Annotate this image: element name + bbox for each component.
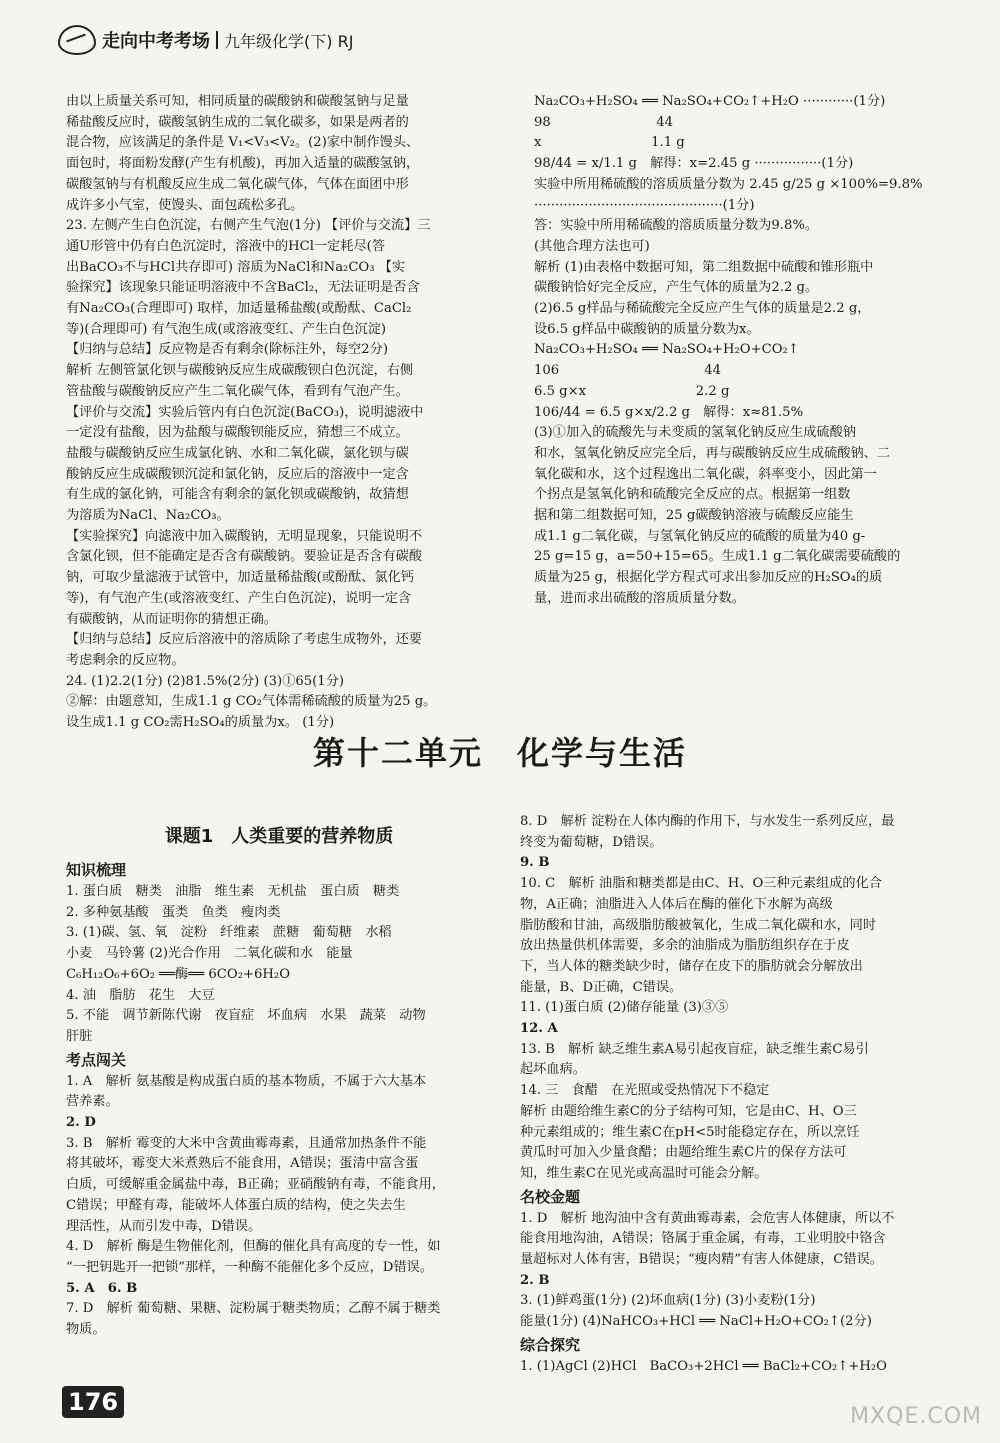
text-line: 6.5 g×x 2.2 g xyxy=(534,383,730,399)
text-line: 知，维生素C在见光或高温时可能会分解。 xyxy=(520,1165,768,1181)
text-line: 14. 三 食醋 在光照或受热情况下不稳定 xyxy=(520,1083,770,1099)
text-line: (3)①加入的硫酸先与未变质的氢氧化钠反应生成硫酸钠 xyxy=(534,425,856,441)
text-line: 脂肪酸和甘油，高级脂肪酸被氧化，生成二氧化碳和水，同时 xyxy=(520,917,877,933)
text-line: 酸钠反应生成碳酸钡沉淀和氯化钠，反应后的溶液中一定含 xyxy=(66,466,409,482)
text-line: 碳酸氢钠与有机酸反应生成二氧化碳气体，气体在面团中形 xyxy=(66,176,409,192)
text-line: 验探究】该现象只能证明溶液中不含BaCl₂，无法证明是否含 xyxy=(66,280,420,296)
text-line: 98/44 = x/1.1 g 解得：x=2.45 g ················(1分) xyxy=(534,156,854,172)
text-line: 【实验探究】向滤液中加入碳酸钠，无明显现象，只能说明不 xyxy=(66,528,423,544)
text-line: 解析 (1)由表格中数据可知，第二组数据中硫酸和锥形瓶中 xyxy=(534,259,874,275)
text-line: 等)，有气泡产生(或溶液变红、产生白色沉淀)，说明一定含 xyxy=(66,590,412,606)
text-line: 1. A 解析 氨基酸是构成蛋白质的基本物质，不属于六大基本 xyxy=(66,1073,427,1089)
text-line: 13. B 解析 缺乏维生素A易引起夜盲症，缺乏维生素C易引 xyxy=(520,1041,869,1057)
section-heading: 知识梳理 xyxy=(66,861,127,879)
text-line: 成1.1 g二氧化碳，与氢氧化钠反应的硫酸的质量为40 g- xyxy=(534,528,866,544)
text-line: 106 44 xyxy=(534,363,722,379)
text-line: 钠，可取少量滤液于试管中，加适量稀盐酸(或酚酞、氯化钙 xyxy=(66,570,415,586)
text-line: 小麦 马铃薯 (2)光合作用 二氧化碳和水 能量 xyxy=(66,946,353,962)
text-line: 碳酸钠恰好完全反应，产生气体的质量为2.2 g。 xyxy=(534,280,819,296)
text-line: 有Na₂CO₃(合理即可) 取样，加适量稀盐酸(或酚酞、CaCl₂ xyxy=(66,301,412,317)
text-line: 设6.5 g样品中碳酸钠的质量分数为x。 xyxy=(534,321,760,337)
text-line: 【评价与交流】实验后管内有白色沉淀(BaCO₃)，说明滤液中 xyxy=(66,404,424,420)
text-line: 量超标对人体有害，B错误；“瘦肉精”有害人体健康，C错误。 xyxy=(520,1252,883,1268)
text-line: 出BaCO₃不与HCl共存即可) 溶质为NaCl和Na₂CO₃ 【实 xyxy=(66,259,406,275)
text-line: 将其破坏，霉变大米煮熟后不能食用，A错误；蛋清中富含蛋 xyxy=(66,1156,419,1172)
text-line: ·············································(1分) xyxy=(534,197,755,213)
text-line: 终变为葡萄糖，D错误。 xyxy=(520,834,663,850)
watermark: MXQE.COM xyxy=(850,1404,982,1429)
text-line: ②解：由题意知，生成1.1 g CO₂气体需稀硫酸的质量为25 g。 xyxy=(66,694,437,710)
text-line: 2. 多种氨基酸 蛋类 鱼类 瘦肉类 xyxy=(66,904,281,920)
text-line: 有生成的氯化钠，可能含有剩余的氯化钡或碳酸钠，故猜想 xyxy=(66,487,409,503)
text-line: (其他合理方法也可) xyxy=(534,238,650,254)
text-line: 等)(合理即可) 有气泡生成(或溶液变红、产生白色沉淀) xyxy=(66,321,387,337)
text-line: 一定没有盐酸，因为盐酸与碳酸钡能反应，猜想三不成立。 xyxy=(66,425,409,441)
text-line: 含氯化钡，但不能确定是否含有碳酸钠。要验证是否含有碳酸 xyxy=(66,549,423,565)
text-line: C₆H₁₂O₆+6O₂ ══酶══ 6CO₂+6H₂O xyxy=(66,966,291,982)
text-line: 质量为25 g，根据化学方程式可求出参加反应的H₂SO₄的质 xyxy=(534,570,883,586)
text-line: 8. D 解析 淀粉在人体内酶的作用下，与水发生一系列反应，最 xyxy=(520,814,895,829)
text-line: Na₂CO₃+H₂SO₄ ══ Na₂SO₄+CO₂↑+H₂O ············(1分) xyxy=(534,94,886,109)
text-line: 1. 蛋白质 糖类 油脂 维生素 无机盐 蛋白质 糖类 xyxy=(66,884,400,899)
text-line: 理活性，从而引发中毒，D错误。 xyxy=(66,1218,262,1234)
text-line: 2. B xyxy=(520,1272,550,1288)
text-line: 放出热量供机体需要，多余的油脂成为脂肪组织存在于皮 xyxy=(520,938,850,954)
text-line: 11. (1)蛋白质 (2)储存能量 (3)③⑤ xyxy=(520,1000,729,1016)
text-line: Na₂CO₃+H₂SO₄ ══ Na₂SO₄+H₂O+CO₂↑ xyxy=(534,342,799,358)
text-line: 实验中所用稀硫酸的溶质质量分数为 2.45 g/25 g ×100%=9.8% xyxy=(534,176,923,192)
text-line: 解析 由题给维生素C的分子结构可知，它是由C、H、O三 xyxy=(520,1103,857,1119)
page-number: 176 xyxy=(62,1386,124,1418)
text-line: 5. 不能 调节新陈代谢 夜盲症 坏血病 水果 蔬菜 动物 xyxy=(66,1008,426,1024)
brand-name: 走向中考考场 xyxy=(102,31,210,52)
text-line: 氧化碳和水，这个过程逸出二氧化碳，斜率变小，因此第一 xyxy=(534,466,877,482)
section-heading: 考点闯关 xyxy=(66,1050,127,1069)
text-line: 2. D xyxy=(66,1115,96,1131)
text-line: 4. D 解析 酶是生物催化剂，但酶的催化具有高度的专一性，如 xyxy=(66,1239,441,1255)
text-line: 起坏血病。 xyxy=(520,1062,586,1078)
text-line: 23. 左侧产生白色沉淀，右侧产生气泡(1分) 【评价与交流】三 xyxy=(66,218,431,234)
text-line: x 1.1 g xyxy=(534,135,685,151)
text-line: 据和第二组数据可知，25 g碳酸钠溶液与硫酸反应能生 xyxy=(534,508,854,524)
text-line: 黄瓜时可加入少量食醋；由题给维生素C片的保存方法可 xyxy=(520,1145,847,1161)
text-line: 通U形管中仍有白色沉淀时，溶液中的HCl一定耗尽(答 xyxy=(66,238,386,254)
text-line: 能量，B、D正确，C错误。 xyxy=(520,979,683,995)
left-column-bottom xyxy=(66,822,492,1341)
right-column-bottom xyxy=(520,812,948,1378)
book-subtitle: 九年级化学(下) RJ xyxy=(224,31,354,51)
section-heading: 综合探究 xyxy=(520,1335,581,1354)
text-line: 物质。 xyxy=(66,1322,106,1338)
text-line: 和水，氢氧化钠反应完全后，再与碳酸钠反应生成硫酸钠、二 xyxy=(534,445,891,461)
text-line: 考虑剩余的反应物。 xyxy=(66,652,185,668)
text-line: 3. B 解析 霉变的大米中含黄曲霉毒素，且通常加热条件不能 xyxy=(66,1135,427,1151)
text-line: 管盐酸与碳酸钠反应产生二氧化碳气体，看到有气泡产生。 xyxy=(66,383,409,399)
text-line: 9. B xyxy=(520,855,550,871)
text-line: C错误；甲醛有毒，能破坏人体蛋白质的结构，使之失去生 xyxy=(66,1197,406,1213)
text-line: 个拐点是氢氧化钠和硫酸完全反应的点。根据第一组数 xyxy=(534,487,851,503)
right-column-top xyxy=(534,92,944,610)
text-line: 【归纳与总结】反应后溶液中的溶质除了考虑生成物外，还要 xyxy=(66,632,423,648)
text-line: 盐酸与碳酸钠反应生成氯化钠、水和二氧化碳，氯化钡与碳 xyxy=(66,445,409,461)
text-line: 1. (1)AgCl (2)HCl BaCO₃+2HCl ══ BaCl₂+CO₂↑+H₂O xyxy=(520,1358,887,1374)
text-line: 肝脏 xyxy=(66,1028,93,1044)
text-line: 量，进而求出硫酸的溶质质量分数。 xyxy=(534,590,745,606)
text-line: 答：实验中所用稀硫酸的溶质质量分数为9.8%。 xyxy=(534,218,819,234)
text-line: 解析 左侧管氯化钡与碳酸钠反应生成碳酸钡白色沉淀，右侧 xyxy=(66,363,414,379)
page-header xyxy=(58,22,353,58)
text-line: 白质，可缓解重金属盐中毒，B正确；亚硝酸钠有毒，不能食用， xyxy=(66,1177,445,1193)
text-line: 为溶质为NaCl、Na₂CO₃。 xyxy=(66,508,230,524)
text-line: 3. (1)鲜鸡蛋(1分) (2)坏血病(1分) (3)小麦粉(1分) xyxy=(520,1293,816,1309)
text-line: 98 44 xyxy=(534,114,674,130)
text-line: 3. (1)碳、氢、氧 淀粉 纤维素 蔗糖 葡萄糖 水稻 xyxy=(66,925,392,941)
text-line: 有碳酸钠，从而证明你的猜想正确。 xyxy=(66,611,277,627)
text-line: 营养素。 xyxy=(66,1094,119,1110)
lesson-title: 课题1 人类重要的营养物质 xyxy=(164,826,394,847)
text-line: 12. A xyxy=(520,1021,558,1037)
text-line: 【归纳与总结】反应物是否有剩余(除标注外，每空2分) xyxy=(66,342,388,358)
text-line: 4. 油 脂肪 花生 大豆 xyxy=(66,987,215,1003)
text-line: 混合物，应该满足的条件是 V₁<V₃<V₂。(2)家中制作馒头、 xyxy=(66,135,420,151)
text-line: 106/44 = 6.5 g×x/2.2 g 解得：x≈81.5% xyxy=(534,404,804,420)
text-line: 10. C 解析 油脂和糖类都是由C、H、O三种元素组成的化合 xyxy=(520,876,882,892)
section-heading: 名校金题 xyxy=(520,1187,581,1206)
text-line: “一把钥匙开一把锁”那样，一种酶不能催化多个反应，D错误。 xyxy=(66,1259,433,1275)
text-line: 能量(1分) (4)NaHCO₃+HCl ══ NaCl+H₂O+CO₂↑(2分) xyxy=(520,1314,872,1330)
text-line: 25 g=15 g，a=50+15=65。生成1.1 g二氧化碳需要硫酸的 xyxy=(534,549,901,565)
text-line: 能食用地沟油，A错误；铬属于重金属，有毒，工业明胶中铬含 xyxy=(520,1231,886,1247)
text-line: 面包时，将面粉发酵(产生有机酸)，再加入适量的碳酸氢钠， xyxy=(66,156,420,172)
text-line: (2)6.5 g样品与稀硫酸完全反应产生气体的质量是2.2 g， xyxy=(534,301,871,317)
unit-title: 第十二单元 化学与生活 xyxy=(312,734,687,772)
text-line: 7. D 解析 葡萄糖、果糖、淀粉属于糖类物质；乙醇不属于糖类 xyxy=(66,1301,441,1317)
left-column-top xyxy=(66,92,494,734)
text-line: 24. (1)2.2(1分) (2)81.5%(2分) (3)①65(1分) xyxy=(66,673,345,689)
text-line: 成许多小气室，使馒头、面包疏松多孔。 xyxy=(66,197,304,213)
text-line: 下，当人体的糖类缺少时，储存在皮下的脂肪就会分解放出 xyxy=(520,958,863,974)
text-line: 1. D 解析 地沟油中含有黄曲霉毒素，会危害人体健康，所以不 xyxy=(520,1210,895,1226)
header-divider xyxy=(216,31,218,49)
text-line: 物，A正确；油脂进入人体后在酶的催化下水解为高级 xyxy=(520,896,833,912)
text-line: 5. A 6. B xyxy=(66,1280,138,1296)
brand-logo-icon xyxy=(58,25,96,55)
text-line: 设生成1.1 g CO₂需H₂SO₄的质量为x。 (1分) xyxy=(66,715,335,731)
text-line: 稀盐酸反应时，碳酸氢钠生成的二氧化碳多，如果是两者的 xyxy=(66,114,409,130)
text-line: 由以上质量关系可知，相同质量的碳酸钠和碳酸氢钠与足量 xyxy=(66,94,409,109)
text-line: 种元素组成的；维生素C在pH<5时能稳定存在，所以烹饪 xyxy=(520,1124,860,1140)
